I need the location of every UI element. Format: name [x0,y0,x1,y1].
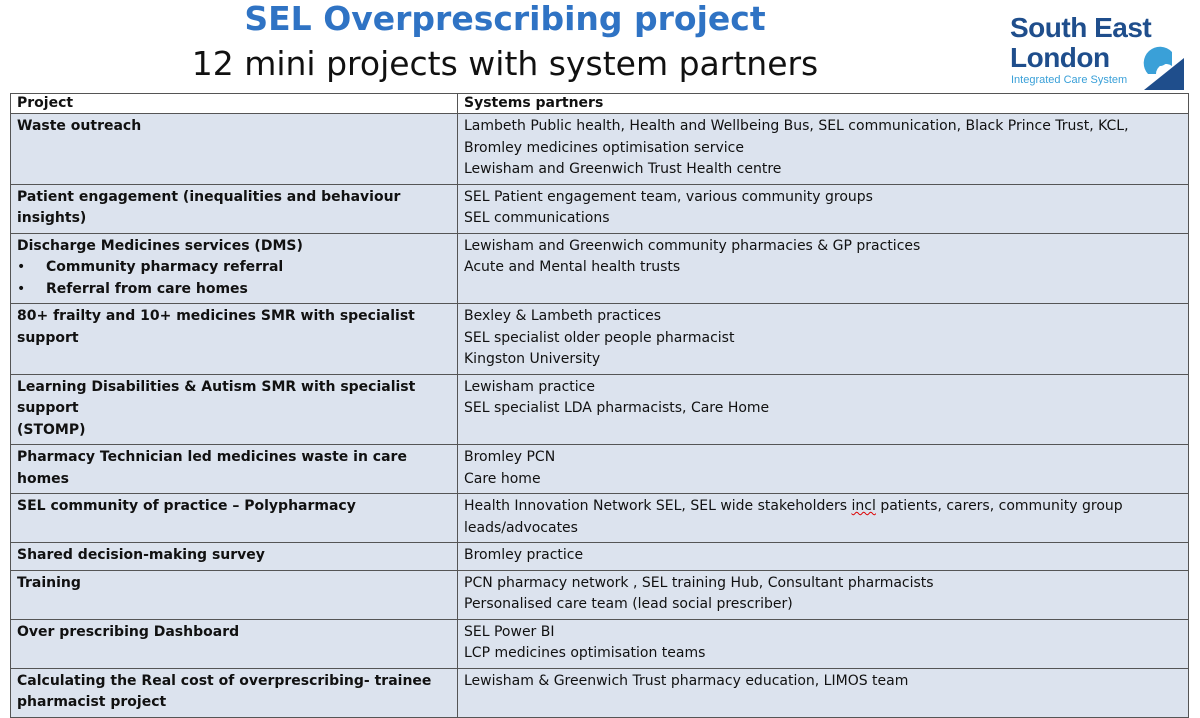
partners-cell [458,445,1189,494]
table-row [11,233,1189,304]
partner-line: Bromley practice [464,547,584,563]
project-cell [11,304,458,375]
partner-line: Lewisham and Greenwich community pharmacies & GP practices [464,237,921,254]
project-bullet-item: • Referral from care homes [17,279,451,301]
partners-cell [458,494,1189,543]
project-cell [11,668,458,717]
project-cell [11,445,458,494]
header-project: Project [11,94,458,114]
project-name: Training [17,574,81,591]
partner-line: Personalised care team (lead social prescriber) [464,596,793,612]
projects-table-container [10,93,1188,710]
slide-title: SEL Overprescribing project [244,0,766,38]
partner-line: Bromley medicines optimisation service [464,139,744,156]
table-row [11,304,1189,375]
partners-cell [458,668,1189,717]
partners-cell [458,184,1189,233]
project-name: Over prescribing Dashboard [17,623,240,640]
partners-cell [458,619,1189,668]
partner-line: LCP medicines optimisation teams [464,645,706,661]
spellcheck-underlined-word: incl [851,498,876,514]
table-row [11,445,1189,494]
project-name: 80+ frailty and 10+ medicines SMR with specialist support [17,308,415,346]
project-name: SEL community of practice – Polypharmacy [17,498,356,514]
table-row [11,543,1189,571]
table-row [11,494,1189,543]
partner-line: leads/advocates [464,519,578,536]
table-row [11,114,1189,185]
project-cell [11,114,458,185]
project-name: Patient engagement (inequalities and behaviour insights) [17,188,401,226]
partner-line: Lewisham practice [464,378,595,395]
partner-line: Bromley PCN [464,449,556,465]
south-east-london-logo [1010,8,1190,90]
partner-line: SEL Patient engagement team, various community groups [464,188,873,205]
logo-text-line1: South East [1010,12,1152,43]
header-systems-partners: Systems partners [458,94,1189,114]
partner-text: patients, carers, community group [875,498,1123,514]
project-name-continued: (STOMP) [17,421,86,438]
logo-mark-icon [1138,44,1186,92]
logo-text-line2: London [1010,42,1110,73]
project-cell [11,619,458,668]
partner-line: SEL specialist LDA pharmacists, Care Home [464,400,770,416]
projects-table [10,93,1189,718]
partner-line: Lambeth Public health, Health and Wellbeing Bus, SEL communication, Black Prince Trust, KCL, [464,118,1129,134]
project-cell [11,233,458,304]
partner-line: Kingston University [464,351,601,367]
project-cell [11,543,458,571]
project-name: Pharmacy Technician led medicines waste in care homes [17,449,407,487]
table-row [11,668,1189,717]
project-cell [11,570,458,619]
partner-line: Acute and Mental health trusts [464,259,681,275]
project-name: Shared decision-making survey [17,547,265,563]
partner-line: SEL Power BI [464,623,555,640]
partner-line: Lewisham and Greenwich Trust Health centre [464,161,782,177]
partner-text: Health Innovation Network SEL, SEL wide stakeholders [464,498,852,514]
partner-line: SEL specialist older people pharmacist [464,329,735,346]
table-row [11,570,1189,619]
project-cell [11,374,458,445]
project-name: Learning Disabilities & Autism SMR with specialist support [17,378,416,416]
project-name: Calculating the Real cost of overprescribing- trainee [17,672,432,689]
partners-cell [458,374,1189,445]
project-cell [11,184,458,233]
partner-line: SEL communications [464,210,610,226]
partners-cell [458,543,1189,571]
partners-cell [458,114,1189,185]
partner-line [464,496,1182,518]
slide-subtitle: 12 mini projects with system partners [191,44,819,83]
project-name-continued: pharmacist project [17,694,167,710]
project-bullet-item: • Community pharmacy referral [17,257,451,279]
partners-cell [458,304,1189,375]
project-name: Discharge Medicines services (DMS) [17,237,303,254]
table-header-row [11,94,1189,114]
partners-cell [458,233,1189,304]
project-name: Waste outreach [17,118,142,134]
partner-line: Bexley & Lambeth practices [464,308,662,324]
table-row [11,184,1189,233]
partners-cell [458,570,1189,619]
table-row [11,374,1189,445]
project-cell [11,494,458,543]
project-bullet-list [17,257,451,300]
partner-line: PCN pharmacy network , SEL training Hub, Consultant pharmacists [464,574,934,591]
table-row [11,619,1189,668]
partner-line: Care home [464,470,541,487]
logo-tagline: Integrated Care System [1011,74,1128,86]
partner-line: Lewisham & Greenwich Trust pharmacy education, LIMOS team [464,672,909,689]
